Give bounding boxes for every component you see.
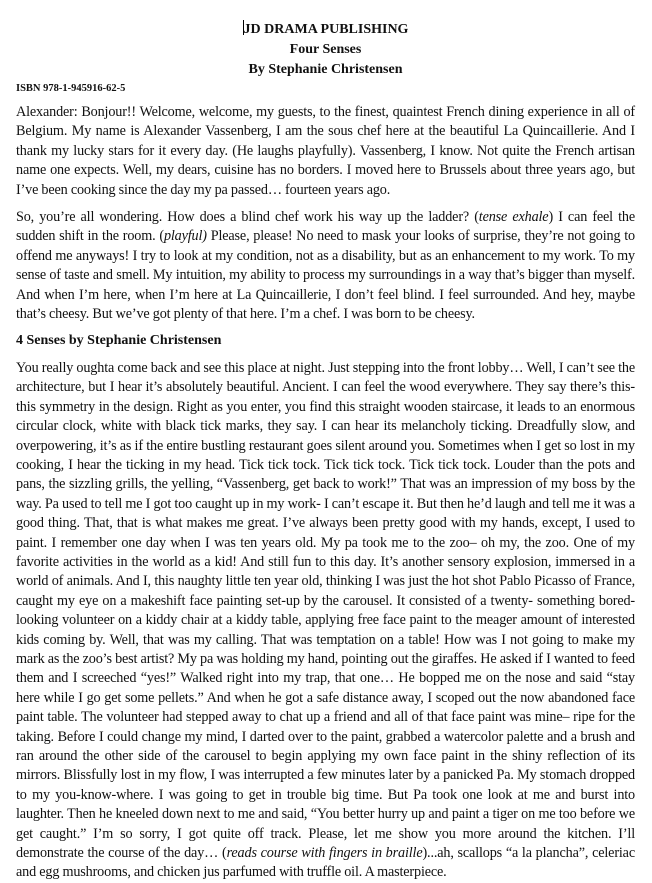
stage-direction: tense exhale <box>478 209 549 226</box>
paragraph-blind-chef <box>16 208 635 324</box>
document-header <box>16 20 635 80</box>
paragraph-intro: Alexander: Bonjour!! Welcome, welcome, my guests, to the finest, quaintest French dining experience in all of Belgium. My name is Alexander Vassenberg, I am the sous chef here at the beautiful La Quincaillerie. And I thank my lucky stars for it every day. (He laughs playfully). Vassenberg, I know. Not quite the French artisan name one expects. Well, my dears, cuisine has no borders. I moved here to Brussels about three years ago, but I’ve been cooking since the day my pa passed… fourteen years ago. <box>16 104 635 198</box>
paragraph-monologue <box>16 359 635 883</box>
isbn-number: ISBN 978-1-945916-62-5 <box>16 83 126 94</box>
text-run: ) I can feel the sudden shift in the room. ( <box>16 209 636 245</box>
document-title: Four Senses <box>289 42 362 57</box>
document-page <box>16 20 635 883</box>
stage-direction: playful) <box>163 228 207 245</box>
publisher-line <box>16 20 635 40</box>
author-byline: By Stephanie Christensen <box>248 62 403 77</box>
publisher-name: JD DRAMA PUBLISHING <box>243 22 409 37</box>
text-run: So, you’re all wondering. How does a blind chef work his way up the ladder? ( <box>16 209 479 226</box>
section-subheading: 4 Senses by Stephanie Christensen <box>16 333 222 349</box>
text-run: Please, please! No need to mask your looks of surprise, they’re not going to offend me anyways! I try to look at my condition, not as a disability, but as an enhancement to my work. To my sense of taste and smell. My intuition, my ability to process my surroundings in a way that’s bigger than myself. And when I’m here, when I’m here at La Quincaillerie, I don’t feel blind. I feel surrounded. And hey, maybe that’s cheesy. But we’ve got plenty of that here. I’m a chef. I was born to be cheesy. <box>16 228 635 323</box>
text-run: You really oughta come back and see this place at night. Just stepping into the front lobby… Well, I can’t see the architecture, but I hear it’s absolutely beautiful. Ancient. I can feel the wood everywhere. They say there’s this-this symmetry in the design. Right as you enter, you find this straight wooden staircase, it leads to an enormous circular clock, white with black tick marks, they say. I can hear its melancholy ticking. Dreadfully slow, and overpowering, it’s as if the entire bustling restaurant goes silent around you. Sometimes when I get so lost in my cooking, I hear the ticking in my head. Tick tick tock. Tick tick tock. Tick tick tock. Louder than the pots and pans, the sizzling grills, the yelling, “Vassenberg, get back to work!” That was an impression of my boss by the way. Pa used to tell me I got too caught up in my work- I can’t escape it. But then he’d laugh and tell me it was a good thing. That, that is what makes me great. I’ve always been pretty good with my hands, except, I used to paint. I remember one day when I was ten years old. My pa took me to the zoo– oh my, the zoo. One of my favorite activities in the world as a kid! And still fun to this day. It’s another sensory explosion, immersed in a world of animals. And I, this naughty little ten year old, thinking I was just the hot shot Pablo Picasso of France, caught my eye on a makeshift face painting set-up by the carousel. It consisted of a twenty- something bored-looking volunteer on a kiddy chair at a kiddy table, applying free face paint to the meager amount of interested kids coming by. Well, that was my calling. That was temptation on a table! How was I not going to make my mark as the zoo’s best artist? My pa was holding my hand, pointing out the giraffes. He asked if I wanted to feed them and I screeched “yes!” Walked right into my trap, that one… He bopped me on the nose and said “stay here while I go get some pellets.” And when he got a safe distance away, I scoped out the now abandoned face paint table. The volunteer had stepped away to chat up a friend and all of that face paint was mine– ripe for the taking. Before I could change my mind, I darted over to the paint, grabbed a watercolor palette and a brush and ran around the other side of the carousel to begin applying my own face paint in the shiny reflection of its mirrors. Blissfully lost in my flow, I was interrupted a few minutes later by a panicked Pa. My stomach dropped to my you-know-where. I was going to get in trouble big time. But Pa took one look at me and burst into laughter. Then he kneeled down next to me and said, “You better hurry up and paint a tiger on me too before we get caught.” I’m so sorry, I got quite off track. Please, let me show you more around the kitchen. I’ll demonstrate the course of the day… ( <box>16 359 635 862</box>
text-run: )...ah, scallops “a la plancha”, celeriac and egg mushrooms, and chicken jus parfumed with truffle oil. A masterpiece. <box>16 845 635 881</box>
stage-direction: reads course with fingers in braille <box>226 845 423 862</box>
